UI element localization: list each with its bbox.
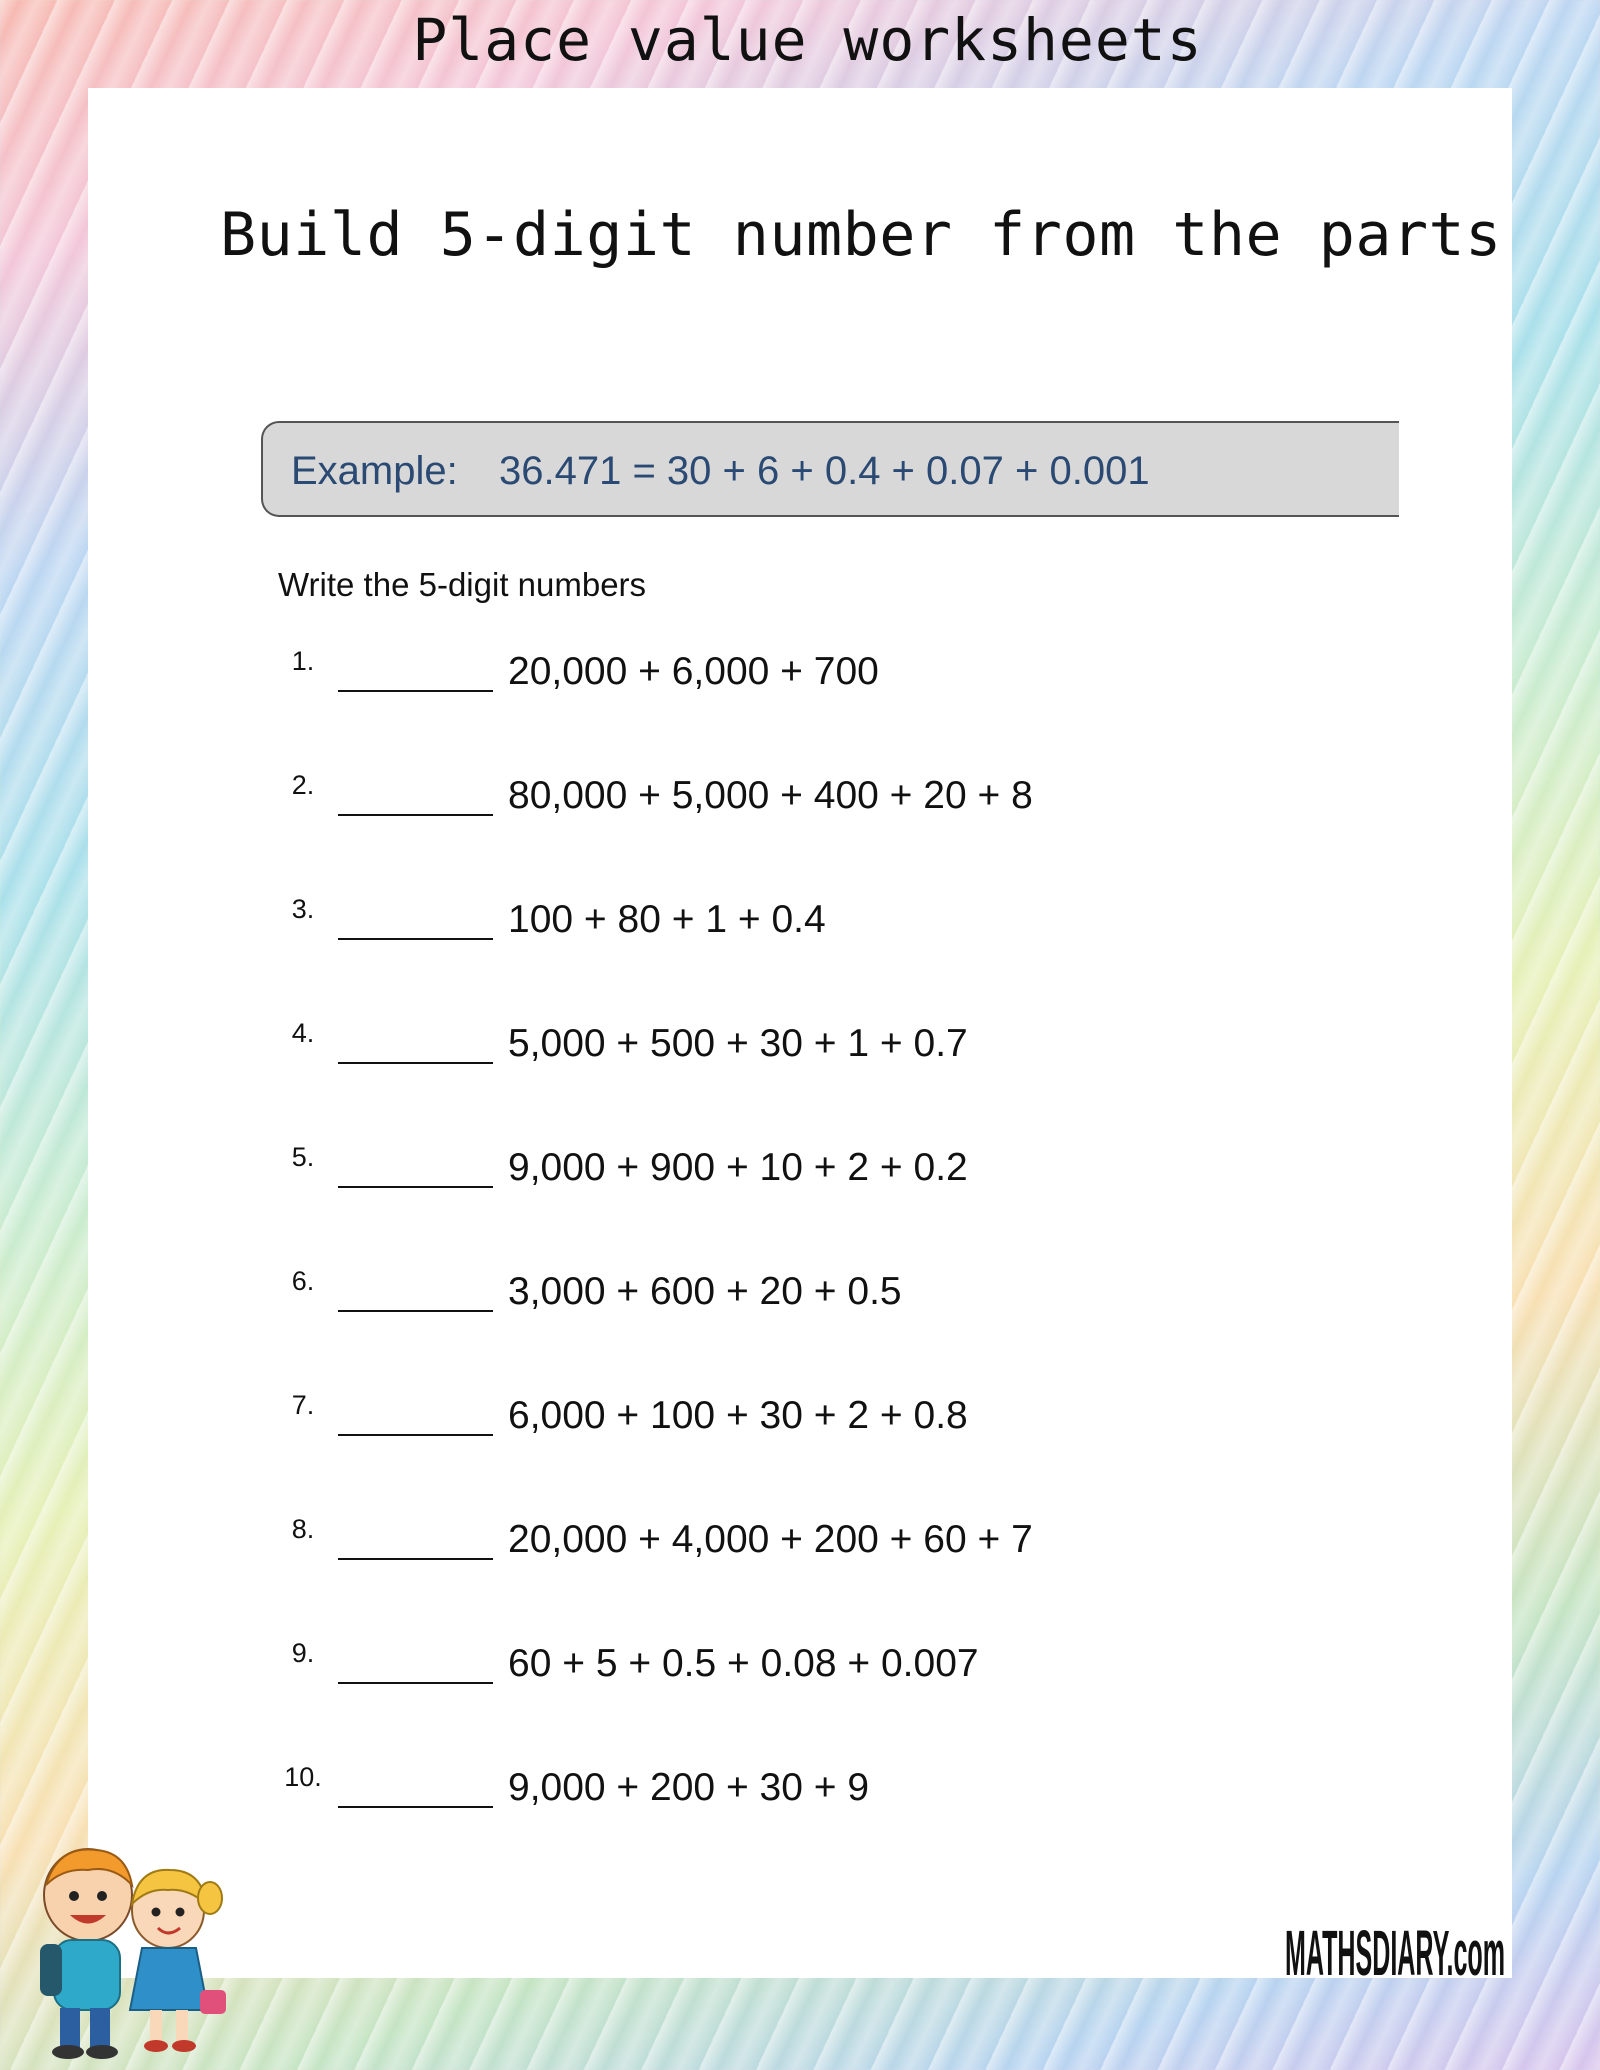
problem-item: [88, 1514, 1288, 1584]
problem-number: 5.: [291, 1142, 315, 1172]
problem-expression: 6,000 + 100 + 30 + 2 + 0.8: [508, 1394, 968, 1437]
problem-expression: 100 + 80 + 1 + 0.4: [508, 898, 826, 941]
problem-item: [88, 1266, 1288, 1336]
instruction-text: Write the 5-digit numbers: [278, 566, 647, 603]
mathsdiary-logo: [1285, 1915, 1515, 1985]
worksheet-sheet: [88, 88, 1512, 1978]
problem-expression: 80,000 + 5,000 + 400 + 20 + 8: [508, 774, 1033, 817]
svg-text:MATHSDIARY.com: MATHSDIARY.com: [1285, 1917, 1505, 1985]
problem-expression: 20,000 + 6,000 + 700: [508, 650, 879, 693]
kids-illustration-icon: [18, 1840, 238, 2065]
problem-number: 4.: [291, 1018, 315, 1048]
example-box: [261, 421, 1399, 517]
problem-number: 7.: [291, 1390, 315, 1420]
problem-number: 6.: [291, 1266, 315, 1296]
problem-number: 2.: [291, 770, 315, 800]
problem-item: [88, 894, 1288, 964]
problem-number: 3.: [291, 894, 315, 924]
answer-blank[interactable]: [338, 1806, 493, 1808]
answer-blank[interactable]: [338, 1434, 493, 1436]
mathsdiary-logo-icon: [1285, 1915, 1515, 1985]
answer-blank[interactable]: [338, 938, 493, 940]
problem-expression: 9,000 + 200 + 30 + 9: [508, 1766, 870, 1809]
answer-blank[interactable]: [338, 1062, 493, 1064]
answer-blank[interactable]: [338, 1682, 493, 1684]
problem-expression: 60 + 5 + 0.5 + 0.08 + 0.007: [508, 1642, 979, 1685]
problem-expression: 3,000 + 600 + 20 + 0.5: [508, 1270, 902, 1313]
problem-item: [88, 1762, 1288, 1832]
answer-blank[interactable]: [338, 1186, 493, 1188]
problem-number: 10.: [284, 1762, 322, 1792]
example-label: Example:: [291, 449, 458, 493]
answer-blank[interactable]: [338, 1310, 493, 1312]
problem-expression: 20,000 + 4,000 + 200 + 60 + 7: [508, 1518, 1033, 1561]
problem-item: [88, 1638, 1288, 1708]
answer-blank[interactable]: [338, 690, 493, 692]
problem-item: [88, 646, 1288, 716]
problem-expression: 9,000 + 900 + 10 + 2 + 0.2: [508, 1146, 968, 1189]
problem-item: [88, 1390, 1288, 1460]
example-text: 36.471 = 30 + 6 + 0.4 + 0.07 + 0.001: [499, 449, 1150, 493]
problem-expression: 5,000 + 500 + 30 + 1 + 0.7: [508, 1022, 968, 1065]
problem-item: [88, 1142, 1288, 1212]
answer-blank[interactable]: [338, 814, 493, 816]
problem-item: [88, 1018, 1288, 1088]
problem-number: 9.: [291, 1638, 315, 1668]
answer-blank[interactable]: [338, 1558, 493, 1560]
worksheet-heading: Build 5-digit number from the parts: [220, 200, 1502, 270]
problem-item: [88, 770, 1288, 840]
problem-number: 8.: [291, 1514, 315, 1544]
problem-number: 1.: [291, 646, 315, 676]
page-title: Place value worksheets: [412, 6, 1203, 74]
